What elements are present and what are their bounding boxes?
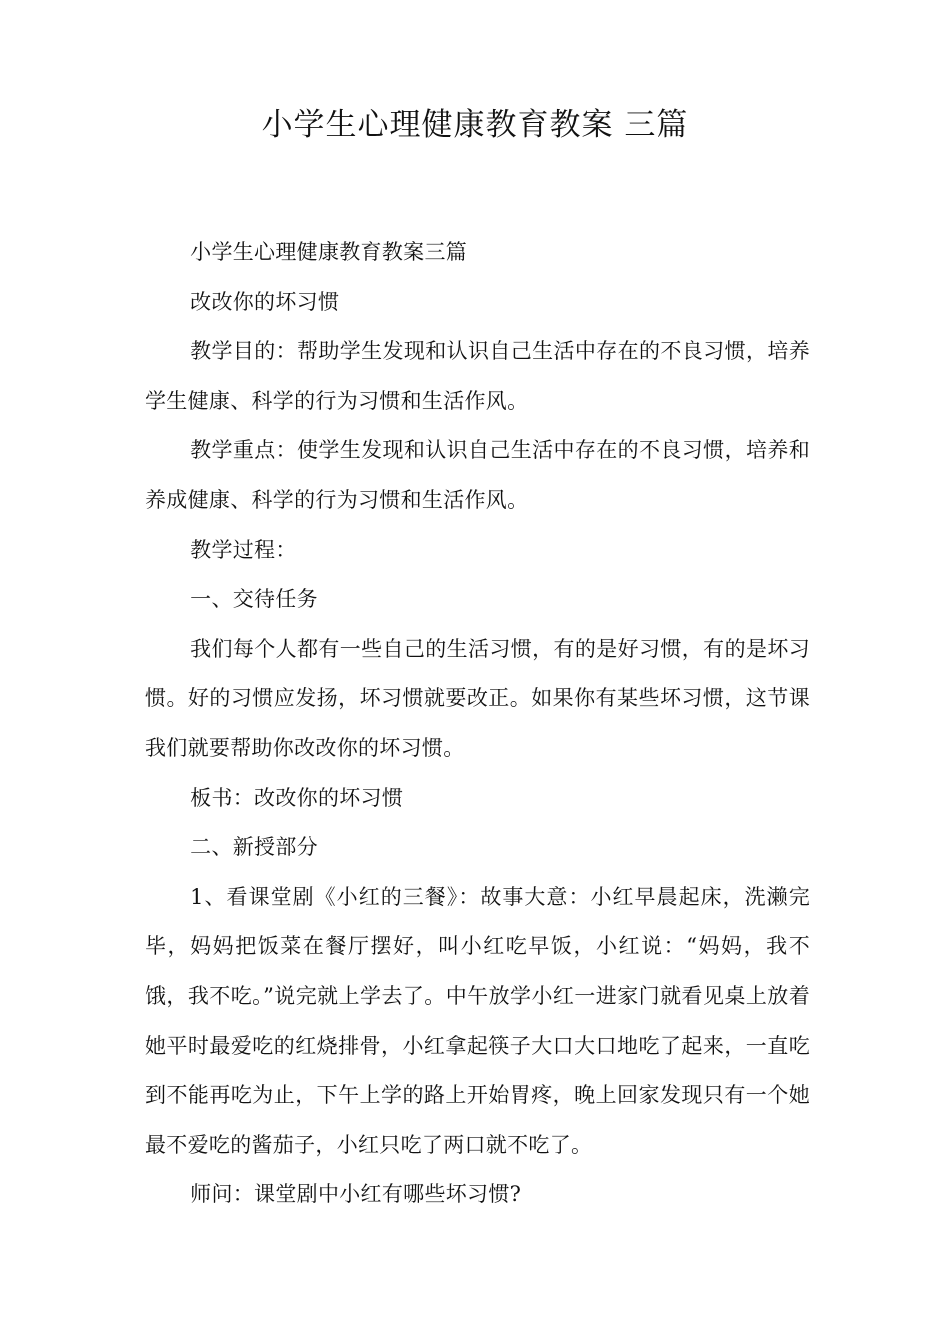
document-title: 小学生心理健康教育教案 三篇 [261, 107, 689, 143]
paragraph-teaching-goal: 教学目的：帮助学生发现和认识自己生活中存在的不良习惯，培养学生健康、科学的行为习惯和生活作风。 [145, 339, 810, 413]
paragraph-teaching-focus: 教学重点：使学生发现和认识自己生活中存在的不良习惯，培养和养成健康、科学的行为习惯和生活作风。 [145, 438, 810, 512]
paragraph-subtitle: 小学生心理健康教育教案三篇 [190, 240, 468, 264]
paragraph-process-heading: 教学过程： [190, 537, 297, 562]
paragraph-skit: 1、看课堂剧《小红的三餐》：故事大意：小红早晨起床，洗濑完毕，妈妈把饭菜在餐厅摆好，叫小红吃早饭，小红说：“妈妈，我不饿，我不吃。”说完就上学去了。中午放学小红一进家门就看见桌上放着她平时最爱吃的红烧排骨，小红拿起筷子大口大口地吃了起来，一直吃到不能再吃为止，下午上学的路上开始胃疼，晚上回家发现只有一个她最不爱吃的酱茄子，小红只吃了两口就不吃了。 [145, 884, 810, 1157]
paragraph-intro: 我们每个人都有一些自己的生活习惯，有的是好习惯，有的是坏习惯。好的习惯应发扬，坏习惯就要改正。如果你有某些坏习惯，这节课我们就要帮助你改改你的坏习惯。 [145, 636, 810, 760]
paragraph-blackboard: 板书：改改你的坏习惯 [190, 785, 404, 810]
paragraph-section-one: 一、交待任务 [190, 587, 318, 612]
paragraph-teacher-question: 师问：课堂剧中小红有哪些坏习惯? [190, 1182, 522, 1207]
document-body [145, 228, 810, 1220]
paragraph-section-two: 二、新授部分 [190, 835, 318, 860]
paragraph-lesson-title: 改改你的坏习惯 [190, 289, 340, 314]
